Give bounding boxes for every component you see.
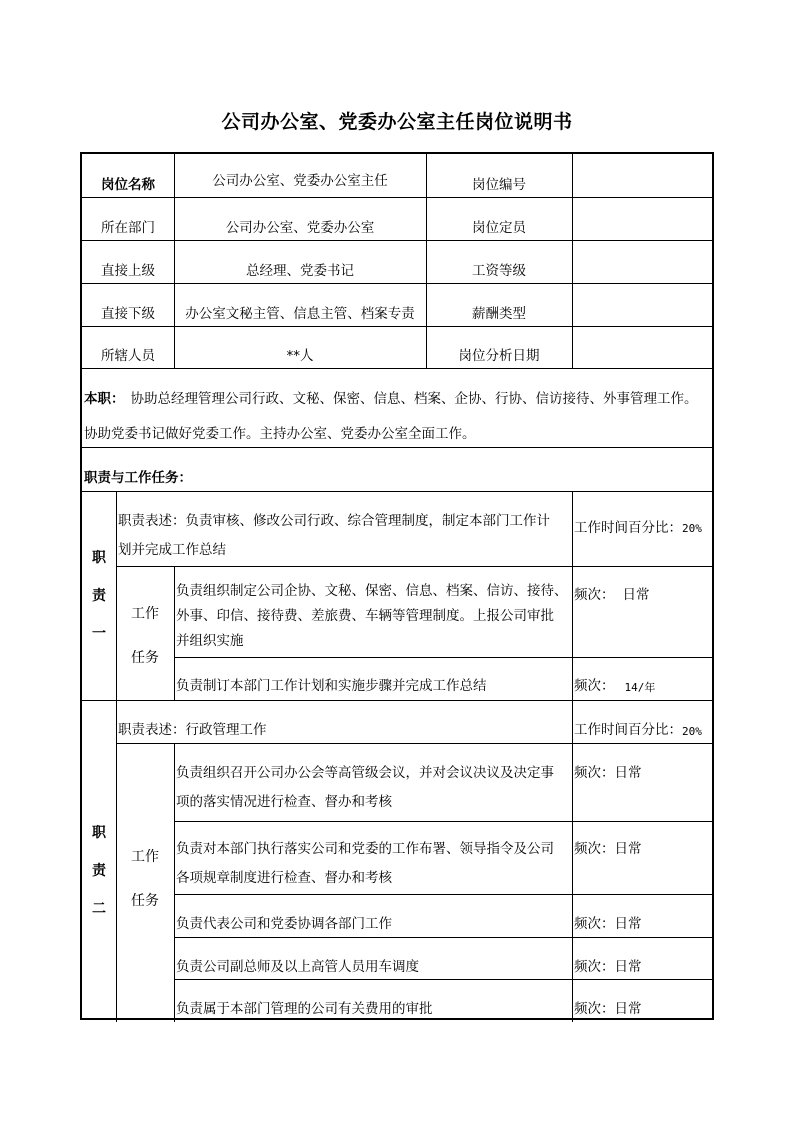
job-code-value bbox=[572, 154, 714, 197]
salary-grade-label: 工资等级 bbox=[472, 262, 526, 279]
duty1-task-2-frequency: 频次： 14/年 bbox=[574, 678, 656, 695]
job-code-label: 岗位编号 bbox=[472, 176, 526, 193]
duty2-time-percentage: 工作时间百分比： 20% bbox=[574, 722, 702, 739]
duty2-task-1: 负责组织召开公司办公会等高管级会议，并对会议决议及决定事 项的落实情况进行检查、督办和考核 bbox=[176, 765, 554, 810]
headcount-value bbox=[572, 197, 714, 240]
duty-text-1: 协助总经理管理公司行政、文秘、保密、信息、档案、企协、行协、信访接待、外事管理工作。 bbox=[130, 391, 698, 408]
duty2-description: 职责表述：行政管理工作 bbox=[118, 722, 267, 739]
direct-subordinate-value: 办公室文秘主管、信息主管、档案专责 bbox=[185, 305, 415, 322]
duty1-description: 职责表述：负责审核、修改公司行政、综合管理制度，制定本部门工作计 划并完成工作总结 bbox=[118, 513, 550, 558]
direct-superior-label: 直接上级 bbox=[101, 262, 155, 279]
duty2-task-2: 负责对本部门执行落实公司和党委的工作布署、领导指令及公司 各项规章制度进行检查、督办和考核 bbox=[176, 841, 554, 886]
duty1-task-1-frequency: 频次： 日常 bbox=[574, 587, 650, 604]
job-description-table bbox=[80, 152, 714, 1020]
duty2-work-label: 工作 任务 bbox=[131, 849, 159, 909]
department-label: 所在部门 bbox=[101, 219, 155, 236]
job-title-value: 公司办公室、党委办公室主任 bbox=[212, 172, 388, 189]
staff-value: **人 bbox=[286, 348, 314, 365]
duty2-task-5-frequency: 频次：日常 bbox=[574, 1000, 642, 1017]
duty1-work-label: 工作 任务 bbox=[131, 606, 159, 666]
duty1-task-2: 负责制订本部门工作计划和实施步骤并完成工作总结 bbox=[176, 678, 487, 695]
salary-grade-value bbox=[572, 240, 714, 283]
direct-superior-value: 总经理、党委书记 bbox=[246, 262, 354, 279]
duty1-task-1: 负责组织制定公司企协、文秘、保密、信息、档案、信访、接待、 外事、印信、接待费、差旅费、车辆等管理制度。上报公司审批 并组织实施 bbox=[176, 583, 568, 649]
duty2-task-4: 负责公司副总师及以上高管人员用车调度 bbox=[176, 959, 419, 976]
job-title-label: 岗位名称 bbox=[101, 176, 155, 193]
duty2-task-1-frequency: 频次：日常 bbox=[574, 765, 642, 782]
direct-subordinate-label: 直接下级 bbox=[101, 305, 155, 322]
duty2-task-3: 负责代表公司和党委协调各部门工作 bbox=[176, 916, 392, 933]
staff-label: 所辖人员 bbox=[101, 348, 155, 365]
department-value: 公司办公室、党委办公室 bbox=[225, 219, 375, 236]
duty-line-2: 协助党委书记做好党委工作。主持办公室、党委办公室全面工作。 bbox=[84, 426, 476, 443]
document-title: 公司办公室、党委办公室主任岗位说明书 bbox=[221, 111, 573, 133]
analysis-date-label: 岗位分析日期 bbox=[458, 348, 540, 365]
duty-line-1 bbox=[82, 386, 714, 414]
duty2-task-3-frequency: 频次：日常 bbox=[574, 916, 642, 933]
duty2-task-2-frequency: 频次：日常 bbox=[574, 841, 642, 858]
duty2-label: 职 责 二 bbox=[92, 825, 106, 917]
headcount-label: 岗位定员 bbox=[472, 219, 526, 236]
pay-type-value bbox=[572, 283, 714, 326]
duty1-time-percentage: 工作时间百分比： 20% bbox=[574, 519, 702, 536]
duty1-label: 职 责 一 bbox=[92, 549, 106, 642]
tasks-header: 职责与工作任务： bbox=[84, 470, 192, 487]
duty2-task-5: 负责属于本部门管理的公司有关费用的审批 bbox=[176, 1000, 433, 1017]
duty-label: 本职： bbox=[84, 391, 125, 408]
analysis-date-value bbox=[572, 326, 714, 368]
duty2-task-4-frequency: 频次：日常 bbox=[574, 959, 642, 976]
pay-type-label: 薪酬类型 bbox=[472, 305, 526, 322]
